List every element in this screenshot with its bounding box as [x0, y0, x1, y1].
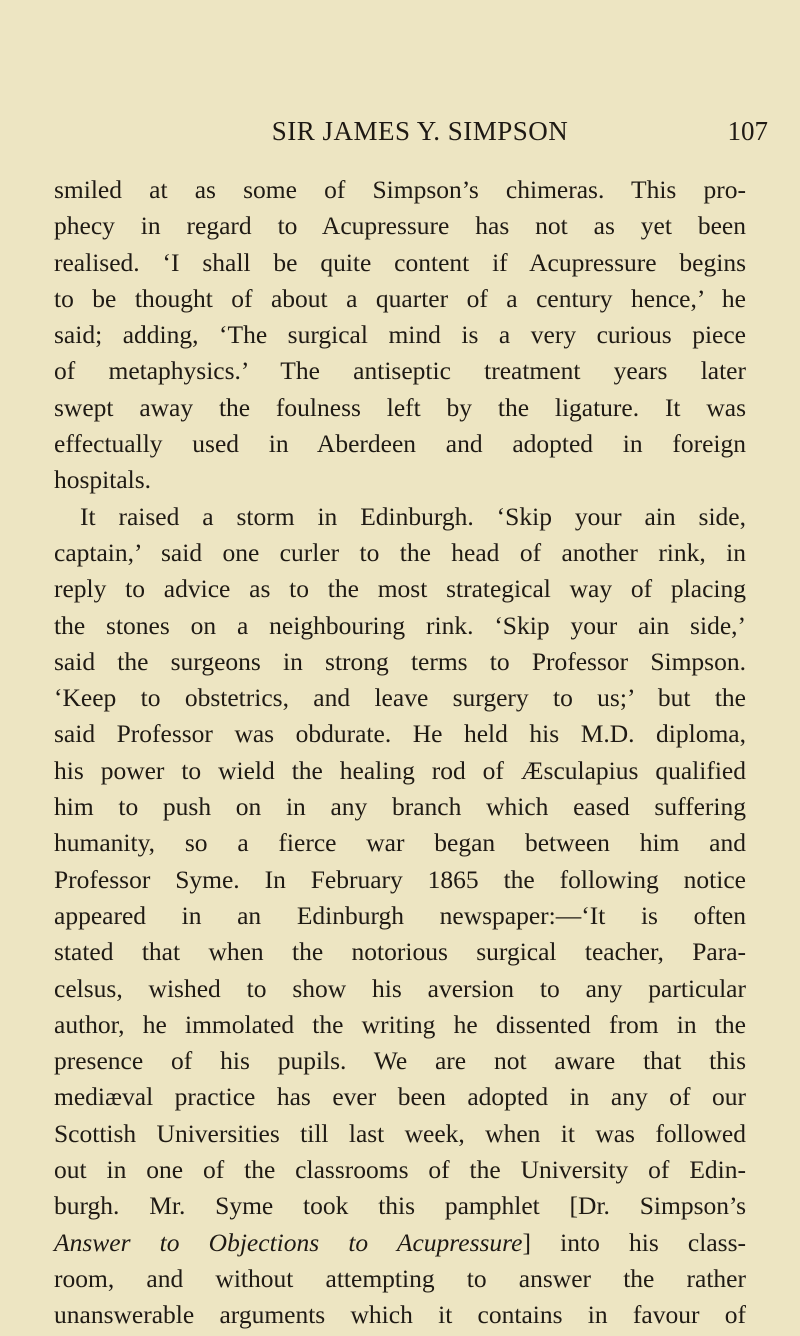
line-continuation: ] into his class- [522, 1227, 746, 1257]
text-line: stated that when the notorious surgical teacher, Para- [54, 937, 746, 967]
text-line: reply to advice as to the most strategical way of placing [54, 574, 746, 604]
text-line-with-italic-title [54, 1225, 746, 1261]
text-line: of metaphysics.’ The antiseptic treatment years later [54, 356, 746, 386]
text-line: hospitals. [54, 465, 152, 495]
italic-pamphlet-title: Answer to Objections to Acupressure [54, 1227, 523, 1257]
text-line: mediæval practice has ever been adopted in any of our [54, 1082, 746, 1112]
text-line: Scottish Universities till last week, when it was followed [54, 1118, 746, 1148]
text-line: Professor Syme. In February 1865 the following notice [54, 864, 746, 894]
text-line: It raised a storm in Edinburgh. ‘Skip your ain side, [80, 501, 746, 531]
text-line: smiled at as some of Simpson’s chimeras. This pro- [54, 175, 746, 204]
text-line: room, and without attempting to answer the rather [54, 1263, 746, 1293]
text-line: phecy in regard to Acupressure has not as yet been [54, 211, 746, 241]
text-line: to be thought of about a quarter of a century hence,’ he [54, 283, 746, 313]
text-line: said Professor was obdurate. He held his M.D. diploma, [54, 719, 746, 749]
text-line: celsus, wished to show his aversion to any particular [54, 973, 746, 1003]
running-title: SIR JAMES Y. SIMPSON [271, 116, 569, 146]
body-text [54, 172, 746, 1334]
text-line: effectually used in Aberdeen and adopted in foreign [54, 429, 746, 459]
text-line: ‘Keep to obstetrics, and leave surgery to us;’ but the [54, 683, 746, 713]
text-line: swept away the foulness left by the ligature. It was [54, 392, 746, 422]
page-number: 107 [727, 116, 768, 146]
text-line: appeared in an Edinburgh newspaper:—‘It is often [54, 900, 746, 930]
text-line: him to push on in any branch which eased suffering [54, 792, 746, 822]
text-line: author, he immolated the writing he dissented from in the [54, 1009, 746, 1039]
text-line: out in one of the classrooms of the University of Edin- [54, 1155, 746, 1185]
text-line: his power to wield the healing rod of Æsculapius qualified [54, 755, 746, 785]
text-line: captain,’ said one curler to the head of another rink, in [54, 537, 746, 567]
text-line: said the surgeons in strong terms to Professor Simpson. [54, 646, 746, 676]
text-line: said; adding, ‘The surgical mind is a very curious piece [54, 320, 746, 350]
text-line: the stones on a neighbouring rink. ‘Skip your ain side,’ [54, 610, 746, 640]
text-line: humanity, so a fierce war began between him and [54, 828, 746, 858]
text-line: unanswerable arguments which it contains in favour of [54, 1300, 746, 1330]
text-line: burgh. Mr. Syme took this pamphlet [Dr. Simpson’s [54, 1191, 746, 1221]
text-line: presence of his pupils. We are not aware that this [54, 1046, 746, 1076]
text-line: realised. ‘I shall be quite content if Acupressure begins [54, 247, 746, 277]
running-head [110, 116, 768, 156]
